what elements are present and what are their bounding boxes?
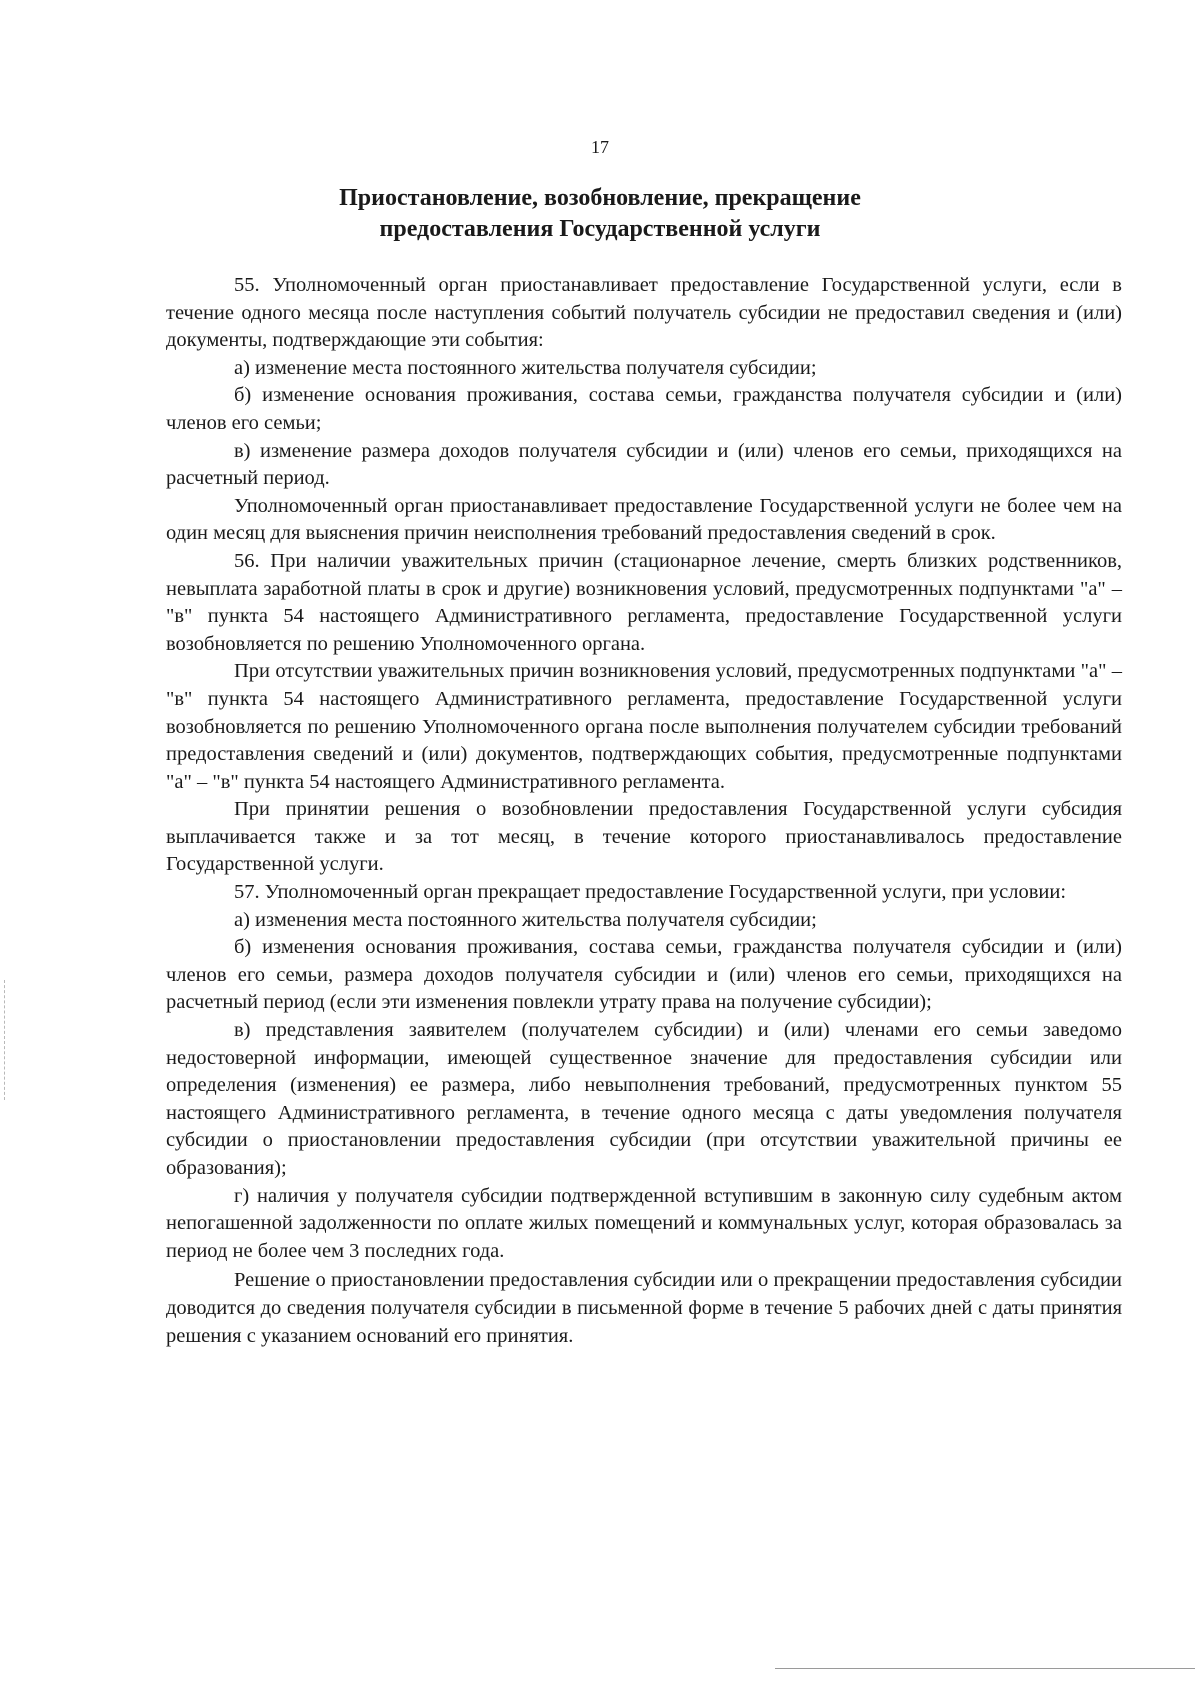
section-title: [0, 183, 1200, 245]
page-number: 17: [591, 137, 609, 157]
paragraph-57: 57. Уполномоченный орган прекращает предоставление Государственной услуги, при условии:: [234, 881, 1067, 904]
section-title-line-2: предоставления Государственной услуги: [379, 216, 821, 242]
paragraph-56-no-valid-reasons: При отсутствии уважительных причин возникновения условий, предусмотренных подпунктами "а" – "в" пункта 54 настоящего Административного регламента, предоставление Государственной услуги возобновляется по решению Уполномоченного органа после выполнения получателем субсидии требований предоставления сведений и (или) документов, подтверждающих события, предусмотренные подпунктами "а" – "в" пункта 54 настоящего Административного регламента.: [166, 660, 1122, 793]
paragraph-55: 55. Уполномоченный орган приостанавливает предоставление Государственной услуги, если в течение одного месяца после наступления событий получатель субсидии не предоставил сведения и (или) документы, подтверждающие эти события:: [166, 274, 1122, 352]
paragraph-55-item-v: в) изменение размера доходов получателя субсидии и (или) членов его семьи, приходящихся на расчетный период.: [166, 439, 1122, 490]
paragraph-decision-notice: Решение о приостановлении предоставления субсидии или о прекращении предоставления субсидии доводится до сведения получателя субсидии в письменной форме в течение 5 рабочих дней с даты принятия решения с указанием оснований его принятия.: [166, 1269, 1122, 1347]
document-body: [166, 272, 1122, 1350]
scan-edge-mark: [4, 980, 6, 1100]
paragraph-57-item-v: в) представления заявителем (получателем субсидии) и (или) членами его семьи заведомо недостоверной информации, имеющей существенное значение для предоставления субсидии или определения (изменения) ее размера, либо невыполнения требований, предусмотренных пунктом 55 настоящего Административного регламента, в течение одного месяца с даты уведомления получателя субсидии о приостановлении предоставления субсидии (при отсутствии уважительной причины ее образования);: [166, 1019, 1122, 1179]
paragraph-57-item-g: г) наличия у получателя субсидии подтвержденной вступившим в законную силу судебным актом непогашенной задолженности по оплате жилых помещений и коммунальных услуг, которая образовалась за период не более чем 3 последних года.: [166, 1184, 1122, 1262]
section-title-line-1: Приостановление, возобновление, прекращение: [339, 185, 861, 211]
paragraph-56: 56. При наличии уважительных причин (стационарное лечение, смерть близких родственников, невыплата заработной платы в срок и другие) возникновения условий, предусмотренных подпунктами "а" – "в" пункта 54 настоящего Административного регламента, предоставление Государственной услуги возобновляется по решению Уполномоченного органа.: [166, 549, 1122, 655]
paragraph-55-item-b: б) изменение основания проживания, состава семьи, гражданства получателя субсидии и (или) членов его семьи;: [166, 384, 1122, 434]
paragraph-57-item-a: а) изменения места постоянного жительства получателя субсидии;: [234, 908, 817, 931]
paragraph-57-item-b: б) изменения основания проживания, состава семьи, гражданства получателя субсидии и (или) членов его семьи, размера доходов получателя субсидии и (или) членов его семьи, приходящихся на расчетный период (если эти изменения повлекли утрату права на получение субсидии);: [166, 936, 1122, 1014]
paragraph-55-suspension-term: Уполномоченный орган приостанавливает предоставление Государственной услуги не более чем на один месяц для выяснения причин неисполнения требований предоставления сведений в срок.: [166, 494, 1122, 545]
paragraph-55-item-a: а) изменение места постоянного жительства получателя субсидии;: [234, 356, 817, 379]
footer-line: [775, 1668, 1195, 1669]
paragraph-56-resumption-payment: При принятии решения о возобновлении предоставления Государственной услуги субсидия выплачивается также и за тот месяц, в течение которого приостанавливалось предоставление Государственной услуги.: [166, 798, 1122, 876]
